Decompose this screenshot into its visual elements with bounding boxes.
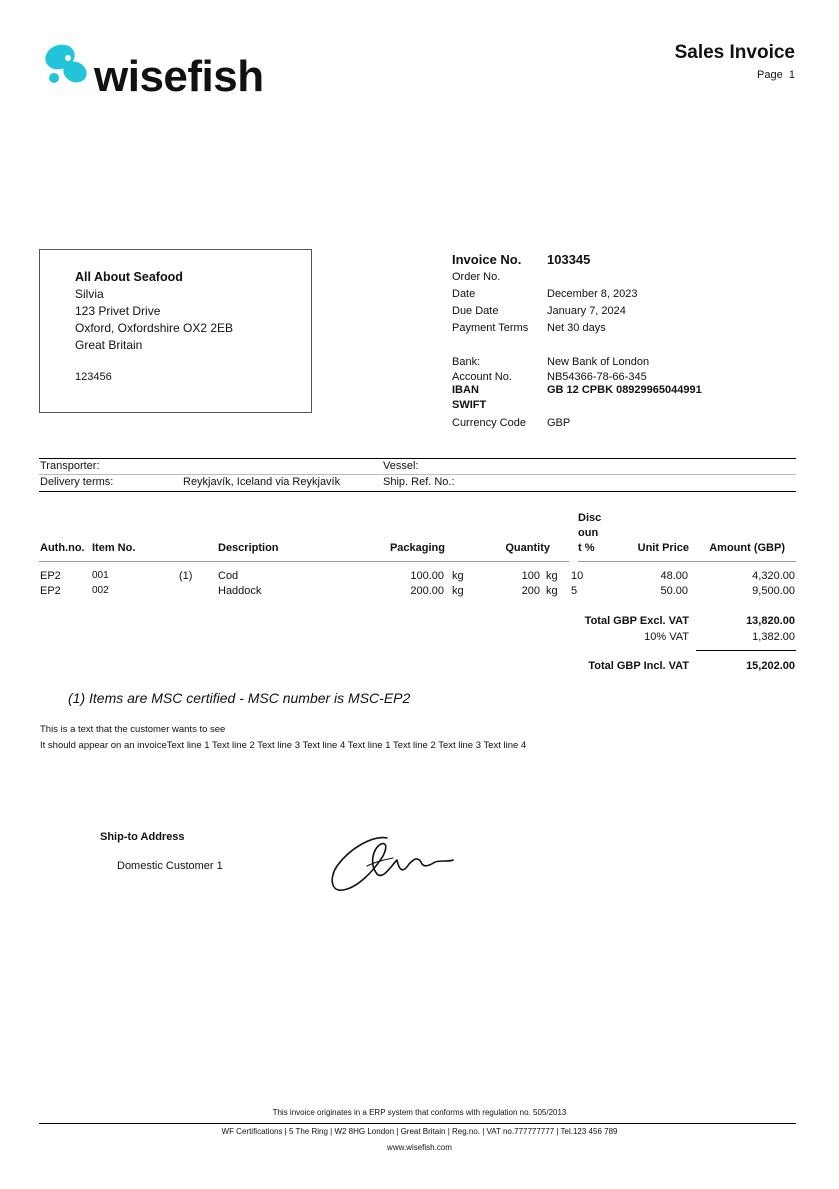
row-description: Cod [218,570,239,582]
bank-label: Bank: [452,356,481,368]
col-discount-header [578,511,601,556]
iban-value: GB 12 CPBK 08929965044991 [547,384,702,396]
row-description: Haddock [218,585,262,597]
account-number: NB54366-78-66-345 [547,371,647,383]
due-date-label: Due Date [452,305,499,317]
invoice-date: December 8, 2023 [547,288,638,300]
row-quantity-unit: kg [546,585,558,597]
total-incl-vat-label: Total GBP Incl. VAT [588,660,689,672]
document-title: Sales Invoice [674,42,795,63]
customer-contact: Silvia [75,287,104,301]
total-excl-vat-label: Total GBP Excl. VAT [584,615,689,627]
table-header-divider-left [39,561,569,562]
page-number: 1 [788,69,795,81]
footer-divider [39,1123,796,1124]
customer-note-line-1: This is a text that the customer wants to see [40,724,226,735]
page-label: Page [757,69,783,81]
col-unit-price-header: Unit Price [637,542,689,554]
delivery-terms-label: Delivery terms: [40,476,114,488]
customer-note-line-2: It should appear on an invoiceText line 1 Text line 2 Text line 3 Text line 4 Text line 1 Text line 2 Text line 3 Text line 4 [40,740,527,751]
customer-country: Great Britain [75,338,143,352]
customer-name: All About Seafood [75,270,183,284]
account-label: Account No. [452,371,512,383]
footer-company-info: WF Certifications | 5 The Ring | W2 8HG London | Great Britain | Reg.no. | VAT no.777777777 | Tel.123 456 789 [221,1127,618,1136]
iban-label: IBAN [452,384,479,396]
payment-terms-label: Payment Terms [452,322,529,334]
swift-label: SWIFT [452,399,487,411]
table-row [0,585,839,600]
delivery-terms: Reykjavík, Iceland via Reykjavík [183,476,341,488]
col-amount-header: Amount (GBP) [709,542,785,554]
total-excl-vat: 13,820.00 [746,615,795,627]
col-auth-header: Auth.no. [40,542,85,554]
transporter-label: Transporter: [40,460,100,472]
row-discount: 10 [571,570,584,582]
row-packaging: 100.00 [410,570,444,582]
order-number-label: Order No. [452,271,501,283]
row-packaging-unit: kg [452,570,464,582]
currency-label: Currency Code [452,417,526,429]
row-amount: 9,500.00 [752,585,795,597]
vat-label: 10% VAT [644,631,689,643]
row-packaging: 200.00 [410,585,444,597]
date-label: Date [452,288,476,300]
totals-divider [696,650,796,651]
row-item-no: 001 [92,570,109,581]
customer-city: Oxford, Oxfordshire OX2 2EB [75,321,234,335]
shipping-top-divider [39,458,796,459]
ship-to-address: Domestic Customer 1 [117,860,223,872]
vessel-label: Vessel: [383,460,419,472]
ship-ref-label: Ship. Ref. No.: [383,476,455,488]
table-row [0,570,839,585]
invoice-number-label: Invoice No. [452,252,522,267]
ship-to-label: Ship-to Address [100,831,185,843]
row-quantity: 100 [521,570,540,582]
row-packaging-unit: kg [452,585,464,597]
row-auth: EP2 [40,585,61,597]
customer-street: 123 Privet Drive [75,304,161,318]
total-incl-vat: 15,202.00 [746,660,795,672]
row-amount: 4,320.00 [752,570,795,582]
row-auth: EP2 [40,570,61,582]
row-unit-price: 48.00 [660,570,688,582]
row-quantity: 200 [521,585,540,597]
col-quantity-header: Quantity [505,542,550,554]
currency-code: GBP [547,417,571,429]
col-item-header: Item No. [92,542,136,554]
row-discount: 5 [571,585,578,597]
brand-name: wisefish [94,52,264,101]
row-note-ref: (1) [179,570,193,582]
vat-amount: 1,382.00 [752,631,795,643]
col-discount-header-line3: t % [578,542,595,554]
col-discount-header-line1: Disc [578,512,602,524]
col-description-header: Description [218,542,279,554]
invoice-number: 103345 [547,252,591,267]
row-unit-price: 50.00 [660,585,688,597]
msc-note: (1) Items are MSC certified - MSC number is MSC-EP2 [68,690,411,706]
table-header-divider-right [578,561,796,562]
row-quantity-unit: kg [546,570,558,582]
row-item-no: 002 [92,585,109,596]
footer-regulation: This invoice originates in a ERP system that conforms with regulation no. 505/2013 [272,1108,567,1117]
col-packaging-header: Packaging [389,542,445,554]
logo-mark-icon [40,40,94,90]
col-discount-header-line2: oun [578,527,599,539]
page-indicator [757,69,795,81]
shipping-row-divider [39,474,796,475]
payment-terms: Net 30 days [547,322,606,334]
signature [325,830,460,898]
bank-name: New Bank of London [547,356,650,368]
shipping-bottom-divider [39,491,796,492]
customer-number: 123456 [75,371,112,383]
due-date: January 7, 2024 [547,305,626,317]
footer-website[interactable]: www.wisefish.com [387,1143,452,1152]
